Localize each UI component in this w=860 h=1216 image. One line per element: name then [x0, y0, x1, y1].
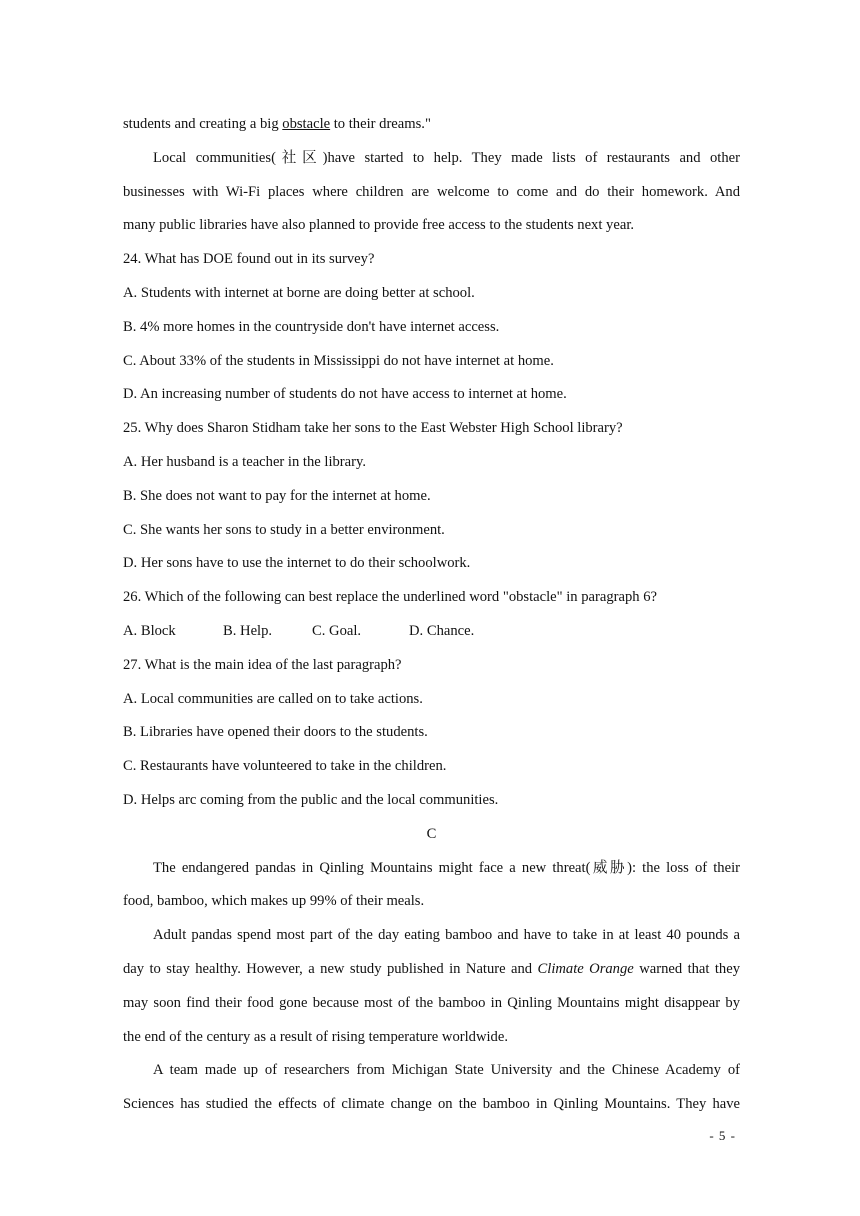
question-24-option-b: B. 4% more homes in the countryside don't have internet access. — [123, 318, 500, 335]
question-26-option-c: C. Goal. — [312, 622, 362, 639]
text-run: day to stay healthy. However, a new study published in Nature and — [123, 960, 538, 977]
section-heading-c: C — [426, 825, 437, 842]
document-page — [123, 108, 740, 1122]
passage-c-line: Adult pandas spend most part of the day eating bamboo and have to take in at least 40 pounds a — [153, 927, 740, 944]
question-25-option-c: C. She wants her sons to study in a better environment. — [123, 521, 445, 538]
question-24-option-c: C. About 33% of the students in Mississippi do not have internet at home. — [123, 352, 554, 369]
question-25-option-a: A. Her husband is a teacher in the library. — [123, 453, 367, 470]
question-27-option-b: B. Libraries have opened their doors to the students. — [123, 724, 428, 741]
passage-b-line — [123, 108, 740, 142]
passage-b-line: businesses with Wi-Fi places where children are welcome to come and do their homework. And — [123, 183, 740, 200]
question-27-option-a: A. Local communities are called on to take actions. — [123, 690, 423, 707]
passage-c-line: the end of the century as a result of rising temperature worldwide. — [123, 1028, 508, 1045]
passage-c-line: may soon find their food gone because most of the bamboo in Qinling Mountains might disappear by — [123, 994, 740, 1011]
question-27: 27. What is the main idea of the last paragraph? — [123, 656, 402, 673]
question-26: 26. Which of the following can best replace the underlined word "obstacle" in paragraph 6? — [123, 589, 657, 606]
text-run: students and creating a big — [123, 116, 283, 132]
passage-b-line: many public libraries have also planned to provide free access to the students next year. — [123, 217, 635, 234]
passage-c-line: A team made up of researchers from Michigan State University and the Chinese Academy of — [153, 1062, 740, 1079]
question-26-option-b: B. Help. — [223, 622, 273, 639]
question-27-option-c: C. Restaurants have volunteered to take in the children. — [123, 758, 447, 775]
passage-c-line — [123, 953, 740, 987]
question-25-option-b: B. She does not want to pay for the internet at home. — [123, 487, 431, 504]
underlined-word-obstacle: obstacle — [282, 116, 331, 132]
page-number: - 5 - — [709, 1128, 736, 1143]
passage-b-line: Local communities(社区)have started to help. They made lists of restaurants and other — [153, 149, 740, 166]
passage-c-line: food, bamboo, which makes up 99% of their meals. — [123, 893, 425, 910]
question-24-option-a: A. Students with internet at borne are doing better at school. — [123, 284, 475, 301]
question-24: 24. What has DOE found out in its survey? — [123, 251, 375, 268]
passage-c-line: Sciences has studied the effects of climate change on the bamboo in Qinling Mountains. They have — [123, 1096, 740, 1113]
journal-name: Climate Orange — [537, 960, 634, 977]
question-25-option-d: D. Her sons have to use the internet to do their schoolwork. — [123, 555, 471, 572]
question-27-option-d: D. Helps arc coming from the public and the local communities. — [123, 791, 499, 808]
question-26-option-d: D. Chance. — [409, 622, 475, 639]
passage-c-line: The endangered pandas in Qinling Mountains might face a new threat(威胁): the loss of their — [153, 859, 740, 876]
question-24-option-d: D. An increasing number of students do not have access to internet at home. — [123, 386, 567, 403]
question-25: 25. Why does Sharon Stidham take her sons to the East Webster High School library? — [123, 420, 623, 437]
question-26-option-a: A. Block — [123, 622, 176, 639]
text-run: warned that they — [633, 960, 740, 977]
text-run: to their dreams." — [330, 116, 431, 132]
question-26-options — [123, 615, 740, 649]
